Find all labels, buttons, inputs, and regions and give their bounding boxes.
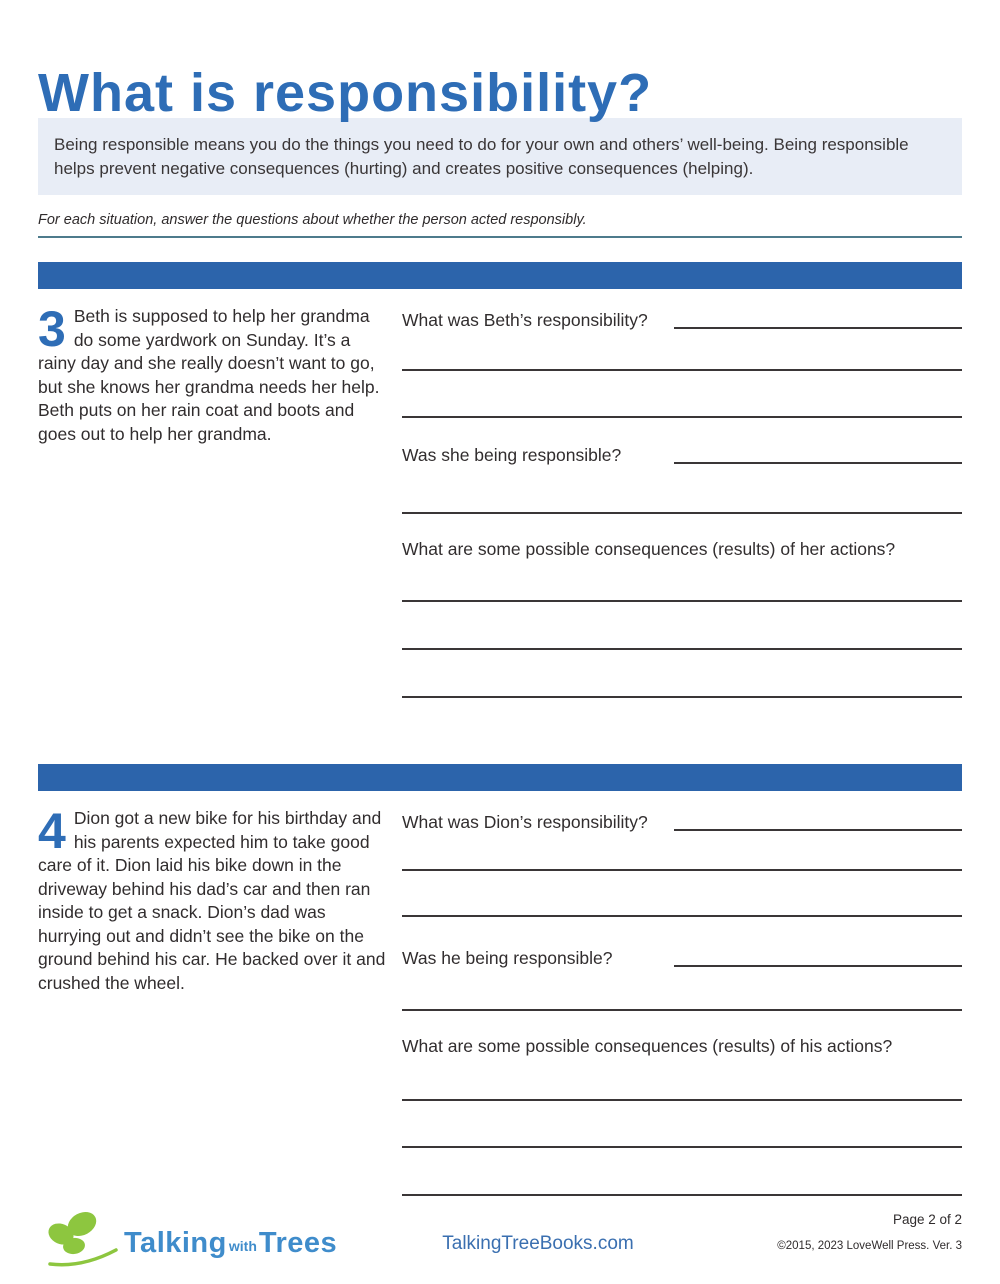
scenario-text: Beth is supposed to help her grandma do some yardwork on Sunday. It’s a rainy day and she really doesn’t want to go, but she knows her grandma needs her help. Beth puts on her rain coat and boots and goes out to help her grandma. <box>38 306 380 444</box>
scenario-column <box>38 301 390 698</box>
answer-line <box>674 829 962 831</box>
answer-line <box>402 869 962 871</box>
page-number: Page 2 of 2 <box>892 1212 962 1227</box>
brand-word-with: with <box>228 1238 257 1254</box>
answer-line <box>402 1146 962 1148</box>
website-link[interactable]: TalkingTreeBooks.com <box>442 1232 634 1254</box>
instruction-text: For each situation, answer the questions about whether the person acted responsibly. <box>38 212 962 238</box>
question-label: What are some possible consequences (results) of her actions? <box>402 539 896 559</box>
answer-line <box>402 512 962 514</box>
question-label: What are some possible consequences (results) of his actions? <box>402 1036 893 1056</box>
question-row <box>402 305 962 331</box>
answer-line <box>674 965 962 967</box>
question-row <box>402 807 962 833</box>
answer-line <box>402 915 962 917</box>
scenario-column <box>38 803 390 1196</box>
answer-line <box>402 369 962 371</box>
answer-line <box>402 1099 962 1101</box>
clover-leaves-icon <box>44 1212 122 1275</box>
answer-line <box>674 327 962 329</box>
answer-line <box>402 648 962 650</box>
answer-line <box>402 416 962 418</box>
brand-logo <box>44 1212 344 1275</box>
copyright-text: ©2015, 2023 LoveWell Press. Ver. 3 <box>777 1240 962 1252</box>
answer-line <box>402 1009 962 1011</box>
question-row <box>402 943 962 969</box>
answer-line <box>402 600 962 602</box>
scenario-number: 3 <box>38 301 66 357</box>
page-title: What is responsibility? <box>38 63 653 123</box>
brand-word-trees: Trees <box>258 1227 338 1259</box>
question-row <box>402 440 962 466</box>
answer-line <box>402 696 962 698</box>
section-divider-bar <box>38 262 962 289</box>
footer-right <box>732 1212 962 1252</box>
scenario-text: Dion got a new bike for his birthday and his parents expected him to take good care of it. Dion laid his bike down in the driveway behind his dad’s car and then ran inside to get a snack. Dion’s dad was hurrying out and didn’t see the bike on the ground behind his car. He backed over it and crushed the wheel. <box>38 808 386 993</box>
question-label: What was Dion’s responsibility? <box>402 812 648 832</box>
scenario-section-4 <box>38 803 962 1196</box>
answer-line <box>674 462 962 464</box>
intro-text: Being responsible means you do the things you need to do for your own and others’ well-being. Being responsible helps prevent negative consequences (hurting) and creates positive consequences (helping). <box>54 135 909 178</box>
question-label: What was Beth’s responsibility? <box>402 310 648 330</box>
question-column <box>402 807 962 1196</box>
footer <box>0 1212 1000 1275</box>
section-divider-bar <box>38 764 962 791</box>
scenario-number: 4 <box>38 803 66 859</box>
brand-word-talking: Talking <box>124 1227 227 1259</box>
answer-line <box>402 1194 962 1196</box>
intro-box <box>38 118 962 195</box>
question-label: Was she being responsible? <box>402 445 622 465</box>
brand-text <box>124 1227 337 1260</box>
scenario-section-3 <box>38 301 962 698</box>
question-column <box>402 305 962 698</box>
question-label: Was he being responsible? <box>402 948 613 968</box>
